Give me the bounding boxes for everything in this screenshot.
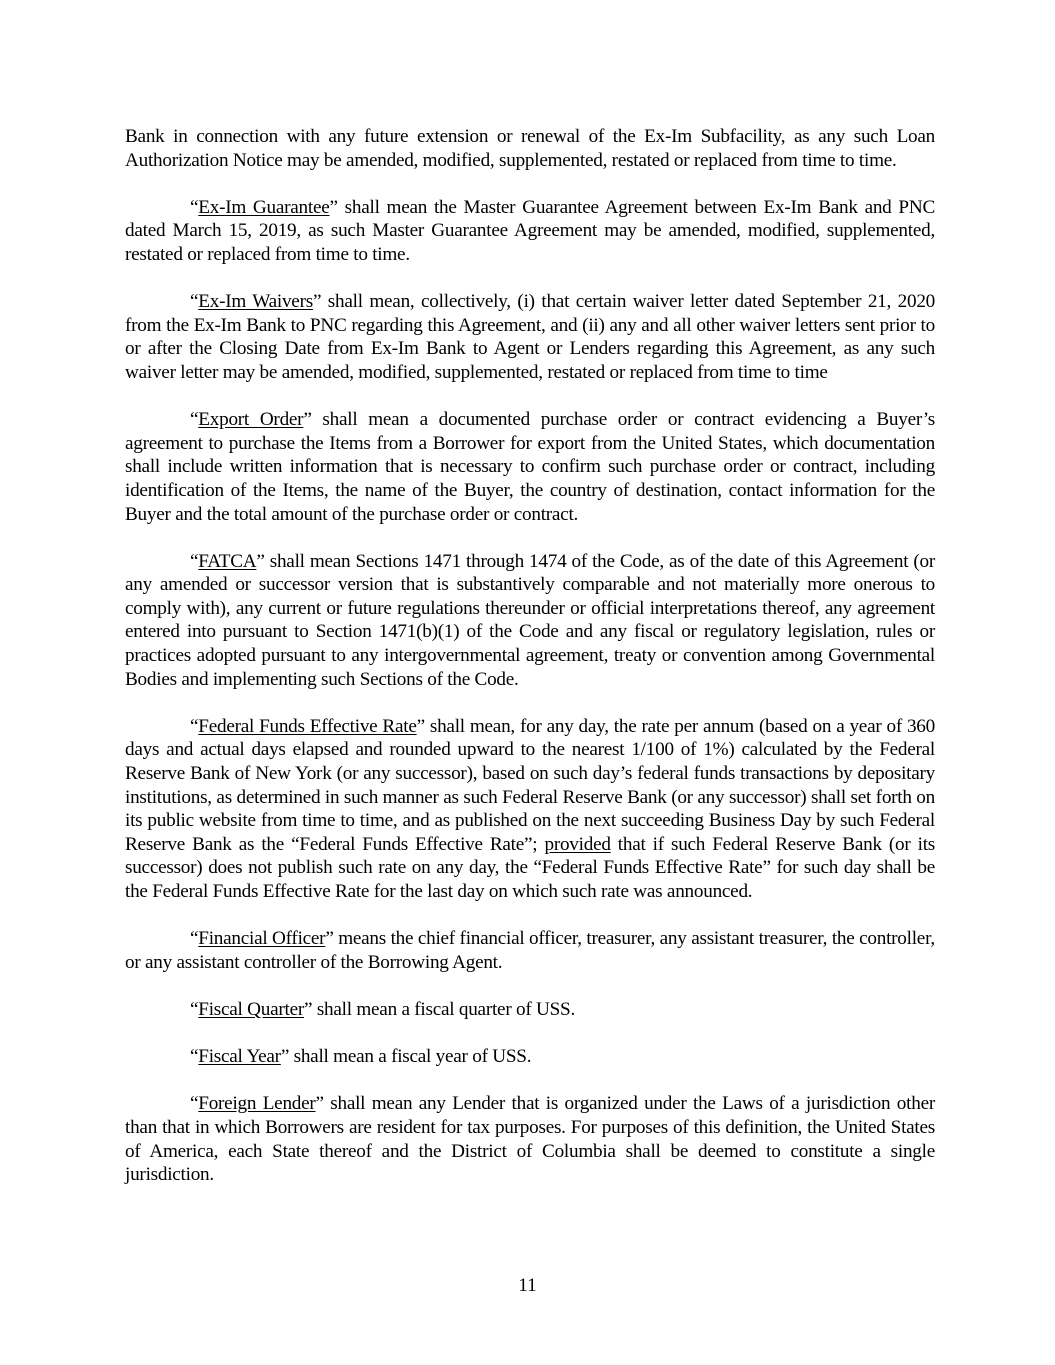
definition-export-order xyxy=(125,408,935,526)
defined-term: Ex-Im Guarantee xyxy=(198,196,330,218)
open-quote: “ xyxy=(190,550,199,572)
open-quote: “ xyxy=(190,715,199,737)
open-quote: “ xyxy=(190,1093,199,1115)
page-number: 11 xyxy=(518,1275,537,1296)
definition-text: ” shall mean the Master Guarantee Agreement between Ex-Im Bank and PNC dated March 15, 2019, as such Master Guarantee Agreement may be amended, modified, supplemented, restated or replaced from time to time. xyxy=(125,196,935,265)
definition-ex-im-waivers xyxy=(125,290,935,384)
open-quote: “ xyxy=(190,196,199,218)
definition-ex-im-guarantee xyxy=(125,196,935,267)
paragraph-continued xyxy=(125,125,935,172)
definition-text: ” shall mean, for any day, the rate per annum (based on a year of 360 days and actual days elapsed and rounded upward to the nearest 1/100 of 1%) calculated by the Federal Reserve Bank of New York (or any successor), based on such day’s federal funds transactions by depositary institutions, as determined in such manner as such Federal Reserve Bank (or any successor) shall set forth on its public website from time to time, and as published on the next succeeding Business Day by such Federal Reserve Bank as the “Federal Funds Effective Rate”; xyxy=(125,715,935,855)
document-body xyxy=(125,125,935,1210)
paragraph-text: Bank in connection with any future extension or renewal of the Ex-Im Subfacility, as any such Loan Authorization Notice may be amended, modified, supplemented, restated or replaced from time to time. xyxy=(125,126,935,171)
open-quote: “ xyxy=(190,928,199,950)
defined-term: Fiscal Year xyxy=(198,1046,281,1068)
definition-fiscal-quarter xyxy=(125,998,935,1022)
definition-text: ” shall mean a fiscal year of USS. xyxy=(280,1046,532,1068)
definition-fatca xyxy=(125,550,935,692)
open-quote: “ xyxy=(190,291,199,313)
defined-term: Ex-Im Waivers xyxy=(198,291,313,313)
open-quote: “ xyxy=(190,409,199,431)
defined-term: Fiscal Quarter xyxy=(198,998,305,1020)
proviso-term: provided xyxy=(544,833,611,855)
definition-text: ” shall mean a documented purchase order or contract evidencing a Buyer’s agreement to purchase the Items from a Borrower for export from the United States, which documentation shall include written information that is necessary to confirm such purchase order or contract, including identification of the Items, the name of the Buyer, the country of destination, contact information for the Buyer and the total amount of the purchase order or contract. xyxy=(125,409,935,525)
open-quote: “ xyxy=(190,998,199,1020)
defined-term: FATCA xyxy=(198,550,257,572)
defined-term: Export Order xyxy=(198,409,304,431)
definition-financial-officer xyxy=(125,927,935,974)
definition-fiscal-year xyxy=(125,1045,935,1069)
definition-text: ” shall mean any Lender that is organized under the Laws of a jurisdiction other than that in which Borrowers are resident for tax purposes. For purposes of this definition, the United States of America, each State thereof and the District of Columbia shall be deemed to constitute a single jurisdiction. xyxy=(125,1093,935,1186)
defined-term: Federal Funds Effective Rate xyxy=(198,715,417,737)
defined-term: Foreign Lender xyxy=(198,1093,316,1115)
defined-term: Financial Officer xyxy=(198,928,326,950)
definition-text-tail: that if such Federal Reserve Bank (or its successor) does not publish such rate on any day, the “Federal Funds Effective Rate” for such day shall be the Federal Funds Effective Rate for the last day on which such rate was announced. xyxy=(125,833,935,902)
definition-text: ” shall mean, collectively, (i) that certain waiver letter dated September 21, 2020 from the Ex-Im Bank to PNC regarding this Agreement, and (ii) any and all other waiver letters sent prior to or after the Closing Date from Ex-Im Bank to Agent or Lenders regarding this Agreement, as any such waiver letter may be amended, modified, supplemented, restated or replaced from time to time xyxy=(125,291,936,383)
open-quote: “ xyxy=(190,1046,199,1068)
definition-federal-funds-effective-rate xyxy=(125,715,935,904)
definition-foreign-lender xyxy=(125,1092,935,1186)
definition-text: ” means the chief financial officer, treasurer, any assistant treasurer, the controller, or any assistant controller of the Borrowing Agent. xyxy=(125,928,935,973)
definition-text: ” shall mean Sections 1471 through 1474 of the Code, as of the date of this Agreement (or any amended or successor version that is substantively comparable and not materially more onerous to comply with), any current or future regulations thereunder or official interpretations thereof, any agreement entered into pursuant to Section 1471(b)(1) of the Code and any fiscal or regulatory legislation, rules or practices adopted pursuant to any intergovernmental agreement, treaty or convention among Governmental Bodies and implementing such Sections of the Code. xyxy=(125,550,935,690)
definition-text: ” shall mean a fiscal quarter of USS. xyxy=(304,998,576,1020)
